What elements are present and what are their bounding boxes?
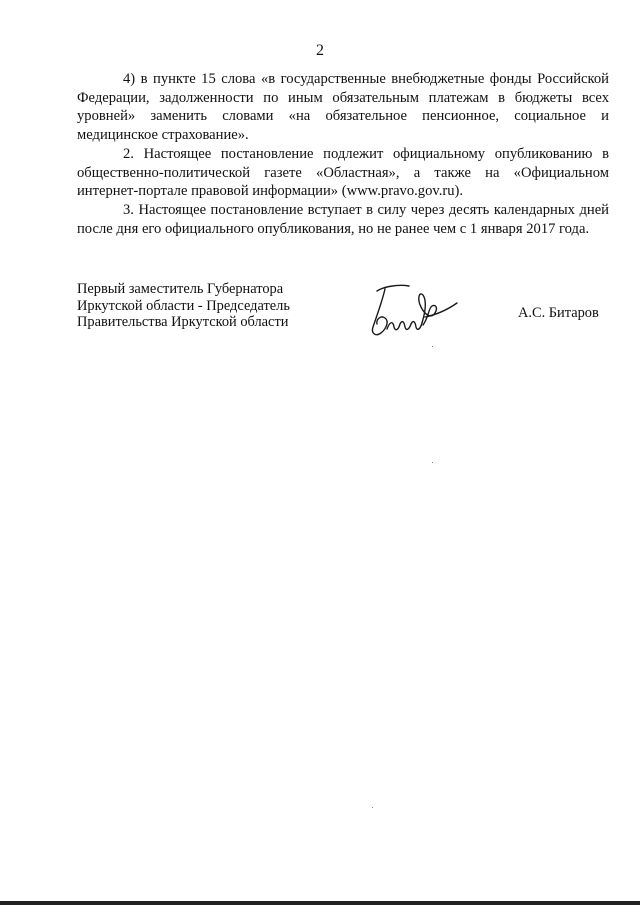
scan-speck xyxy=(372,807,373,808)
page-number: 2 xyxy=(316,42,324,59)
signature-block xyxy=(77,281,617,361)
paragraph-item-4: 4) в пункте 15 слова «в государственные внебюджетные фонды Российской Федерации, задолженности по иным обязательным платежам в бюджеты всех уровней» заменить словами «на обязательное пенсионное, социальное и медицинское страхование». xyxy=(77,71,609,144)
scan-bottom-edge xyxy=(0,901,640,905)
handwritten-signature xyxy=(365,277,465,347)
paragraph-publication: 2. Настоящее постановление подлежит официальному опубликованию в общественно-политической газете «Областная», а также на «Официальном интернет-портале правовой информации» (www.pravo.gov.ru). xyxy=(77,145,609,200)
scan-speck xyxy=(432,462,433,463)
signer-name: А.С. Битаров xyxy=(518,305,599,321)
document-body xyxy=(77,70,609,238)
signer-title: Первый заместитель Губернатора Иркутской области - Председатель Правительства Иркутской области xyxy=(77,281,290,330)
paragraph-effective-date: 3. Настоящее постановление вступает в силу через десять календарных дней после дня его официального опубликования, но не ранее чем с 1 января 2017 года. xyxy=(77,201,609,237)
scan-speck xyxy=(432,346,433,347)
